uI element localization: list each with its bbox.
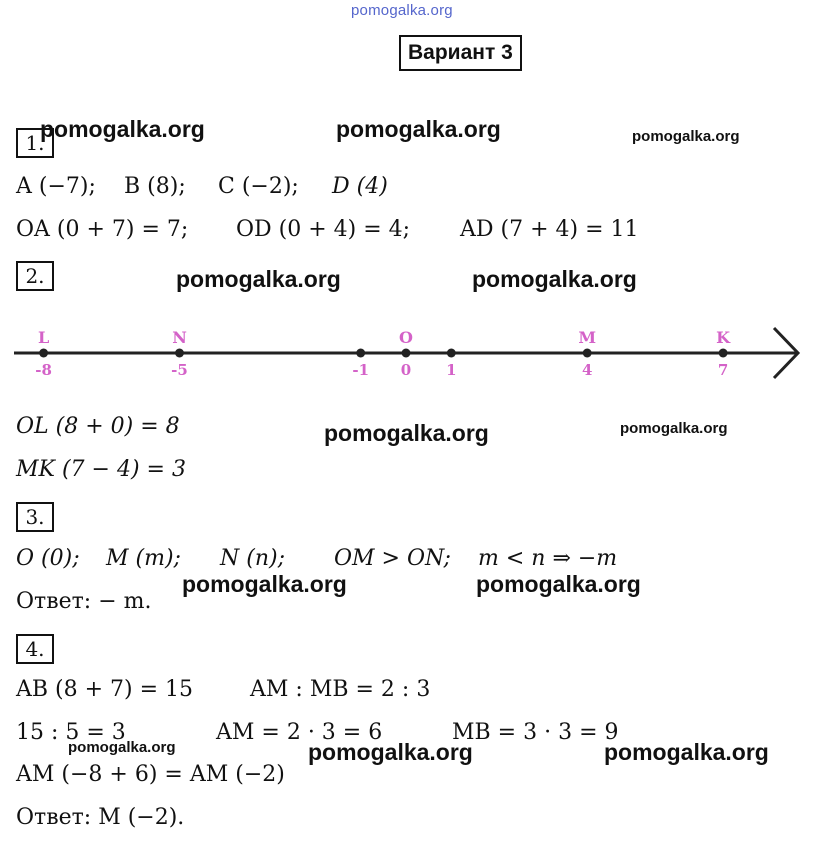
number-line-point	[583, 349, 592, 358]
watermark: pomogalka.org	[472, 266, 637, 292]
task3-answer: Ответ: − m.	[16, 589, 152, 614]
watermark: pomogalka.org	[68, 739, 176, 756]
page-title: Вариант 3	[399, 35, 522, 71]
task4-ratio: AM : MB = 2 : 3	[250, 677, 431, 702]
task2-mk: MK (7 − 4) = 3	[16, 457, 186, 482]
number-line-tick-label: 1	[446, 361, 457, 379]
watermark: pomogalka.org	[176, 266, 341, 292]
number-line-point-name: N	[172, 328, 187, 347]
number-line-tick-label: 7	[717, 361, 729, 379]
number-line-point	[175, 349, 184, 358]
number-line-point	[39, 349, 48, 358]
number-line-point	[356, 349, 365, 358]
task1-point-a: A (−7);	[16, 174, 96, 199]
task2-ol: OL (8 + 0) = 8	[16, 414, 180, 439]
task3-point-m: M (m);	[106, 546, 181, 571]
watermark: pomogalka.org	[308, 739, 473, 765]
number-line-tick-label: 4	[581, 361, 593, 379]
number-line-point-name: K	[716, 328, 731, 347]
number-line-tick-label: -8	[35, 361, 52, 379]
task4-part: 15 : 5 = 3	[16, 720, 126, 745]
task-number-3: 3.	[16, 502, 54, 532]
task-number-1: 1.	[16, 128, 54, 158]
task4-mb: MB = 3 · 3 = 9	[452, 720, 619, 745]
number-line-tick-label: -5	[171, 361, 188, 379]
number-line-point	[719, 349, 728, 358]
watermark: pomogalka.org	[324, 420, 489, 446]
number-line-point-name: O	[399, 328, 413, 347]
task1-point-d: D (4)	[332, 174, 388, 199]
number-line-point-name: L	[37, 328, 50, 347]
task3-point-o: O (0);	[16, 546, 80, 571]
task4-answer: Ответ: M (−2).	[16, 805, 185, 830]
number-line	[0, 320, 816, 390]
task3-point-n: N (n);	[220, 546, 285, 571]
task4-ab: AB (8 + 7) = 15	[16, 677, 194, 702]
task4-am: AM = 2 · 3 = 6	[216, 720, 383, 745]
watermark: pomogalka.org	[604, 739, 769, 765]
task4-point-m: AM (−8 + 6) = AM (−2)	[16, 762, 285, 787]
task1-oa: OA (0 + 7) = 7;	[16, 217, 189, 242]
task3-conclusion: m < n ⇒ −m	[478, 546, 618, 571]
number-line-point	[402, 349, 411, 358]
task1-ad: AD (7 + 4) = 11	[460, 217, 639, 242]
number-line-point	[447, 349, 456, 358]
task-number-2: 2.	[16, 261, 54, 291]
number-line-tick-label: 0	[400, 361, 412, 379]
watermark: pomogalka.org	[336, 116, 501, 142]
watermark: pomogalka.org	[632, 128, 740, 145]
number-line-tick-label: -1	[352, 361, 370, 379]
task1-point-b: B (8);	[124, 174, 186, 199]
task1-point-c: C (−2);	[218, 174, 299, 199]
task1-od: OD (0 + 4) = 4;	[236, 217, 411, 242]
task3-compare: OM > ON;	[334, 546, 451, 571]
number-line-point-name: M	[578, 328, 597, 347]
watermark: pomogalka.org	[40, 116, 205, 142]
watermark: pomogalka.org	[182, 571, 347, 597]
watermark: pomogalka.org	[476, 571, 641, 597]
task-number-4: 4.	[16, 634, 54, 664]
top-watermark: pomogalka.org	[351, 2, 453, 19]
watermark: pomogalka.org	[620, 420, 728, 437]
